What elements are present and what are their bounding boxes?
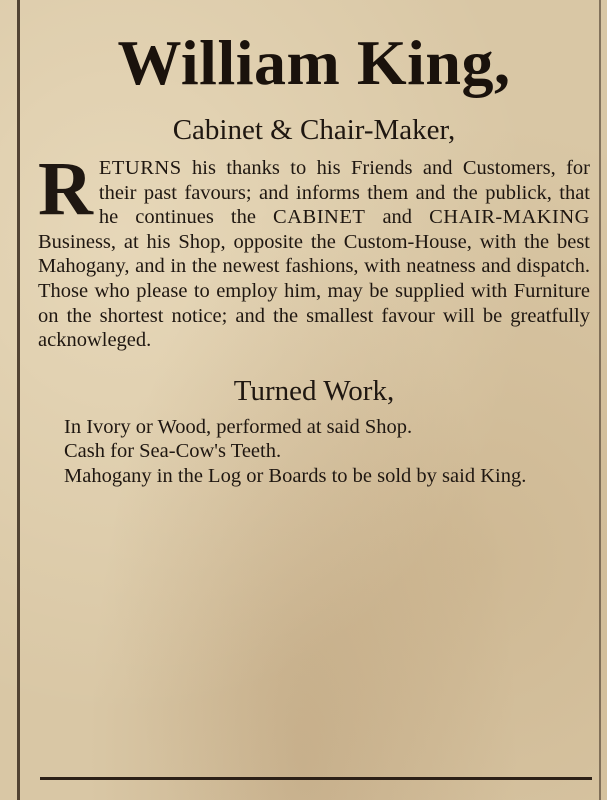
notice-caps-chair-making: CHAIR-MAKING <box>429 206 590 229</box>
advertiser-name: William King, <box>117 27 511 98</box>
column-rule-left <box>17 0 20 800</box>
notice-text-3: Business, at his Shop, opposite the Custom-House, with the best Mahogany, and in the newest fashions, with neatness and dispatch. Those who please to employ him, may be supplied with Furniture on the shortest notice; and the smallest favour will be greatfully acknowleged. <box>38 230 590 352</box>
opening-caps: ETURNS <box>98 157 182 179</box>
bottom-rule <box>40 777 592 780</box>
notice-text-1: his thanks to his Friends and Customers, for their past favours; and informs them and the publick, that he continues the <box>98 157 590 229</box>
column-rule-right <box>599 0 601 800</box>
notice-text-2: and <box>365 206 430 229</box>
turned-work-line: In Ivory or Wood, performed at said Shop. <box>64 415 413 438</box>
advertisement <box>38 24 590 489</box>
mahogany-line: Mahogany in the Log or Boards to be sold by said King. <box>64 464 527 487</box>
cash-line: Cash for Sea-Cow's Teeth. <box>64 440 282 463</box>
notice-caps-cabinet: CABINET <box>273 206 366 229</box>
turned-work-heading: Turned Work, <box>233 374 395 407</box>
trade-title: Cabinet & Chair-Maker, <box>172 114 456 146</box>
main-notice-paragraph <box>38 147 590 353</box>
drop-cap-letter: R <box>38 147 93 231</box>
